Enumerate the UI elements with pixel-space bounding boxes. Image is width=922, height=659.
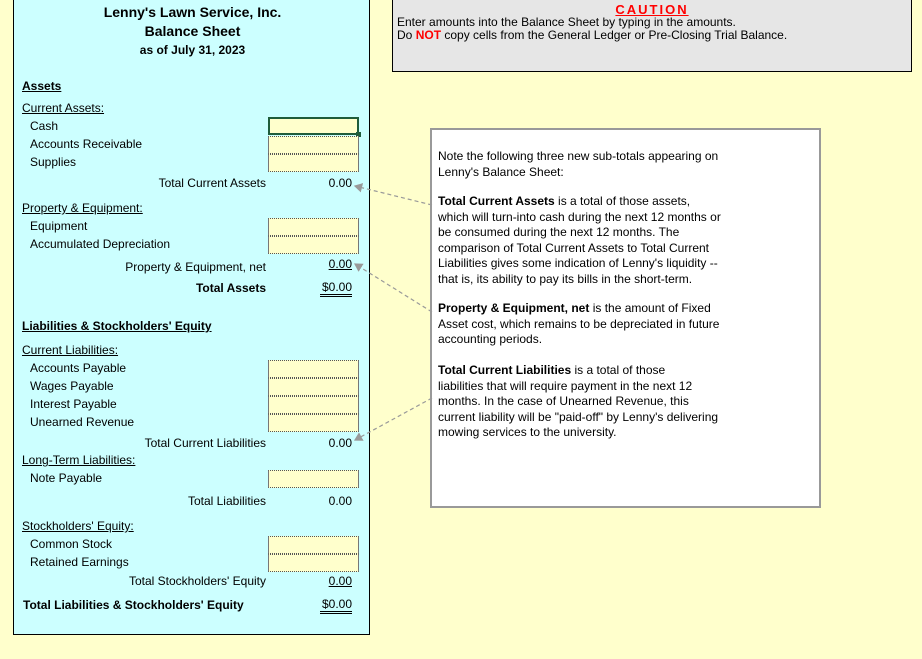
note-payable-label: Note Payable bbox=[30, 471, 103, 485]
wages-payable-label: Wages Payable bbox=[30, 379, 114, 393]
liabilities-equity-heading: Liabilities & Stockholders' Equity bbox=[22, 319, 212, 333]
ppe-heading: Property & Equipment: bbox=[22, 201, 143, 215]
caution-not: NOT bbox=[415, 28, 442, 42]
caution-line-1: Enter amounts into the Balance Sheet by typing in the amounts. bbox=[397, 15, 736, 29]
balance-sheet-panel bbox=[13, 0, 370, 635]
total-equity-label: Total Stockholders' Equity bbox=[128, 574, 266, 588]
interest-payable-label: Interest Payable bbox=[30, 397, 117, 411]
total-current-assets-label: Total Current Assets bbox=[158, 176, 266, 190]
accumulated-depreciation-label: Accumulated Depreciation bbox=[30, 237, 171, 251]
note-current-assets: Total Current Assets is a total of those assets, which will turn-into cash during the next 12 months or be consumed during the next 12 months. The comparison of Total Current Assets to Total Current Liabilities gives some indication of Lenny's liquidity -- that is, its ability to pay its bills in the short-term. bbox=[438, 194, 721, 286]
interest-payable-input[interactable] bbox=[268, 396, 359, 414]
total-liabilities-equity-label: Total Liabilities & Stockholders' Equity bbox=[23, 598, 244, 612]
total-liabilities-label: Total Liabilities bbox=[187, 494, 266, 508]
caution-box bbox=[392, 0, 912, 72]
note-box bbox=[430, 128, 821, 508]
current-liabilities-heading: Current Liabilities: bbox=[22, 343, 119, 357]
cash-label: Cash bbox=[30, 119, 59, 133]
cash-input[interactable] bbox=[268, 117, 359, 135]
ppe-net-value: 0.00 bbox=[328, 257, 352, 271]
retained-earnings-input[interactable] bbox=[268, 554, 359, 572]
statement-title: Balance Sheet bbox=[144, 23, 241, 39]
retained-earnings-label: Retained Earnings bbox=[30, 555, 129, 569]
wages-payable-input[interactable] bbox=[268, 378, 359, 396]
company-name: Lenny's Lawn Service, Inc. bbox=[103, 4, 282, 20]
accounts-payable-label: Accounts Payable bbox=[30, 361, 127, 375]
equipment-input[interactable] bbox=[268, 218, 359, 236]
accounts-receivable-input[interactable] bbox=[268, 136, 359, 154]
note-ppe-net: Property & Equipment, net is the amount of Fixed Asset cost, which remains to be depreciated in future accounting periods. bbox=[438, 301, 720, 346]
supplies-input[interactable] bbox=[268, 154, 359, 172]
statement-date: as of July 31, 2023 bbox=[139, 43, 246, 57]
ppe-net-label: Property & Equipment, net bbox=[125, 260, 266, 274]
common-stock-input[interactable] bbox=[268, 536, 359, 554]
note-current-liabilities: Total Current Liabilities is a total of those liabilities that will require payment in the next 12 months. In the case of Unearned Revenue, this current liability will be "paid-off" by Lenny's delivering mowing services to the university. bbox=[438, 363, 719, 439]
longterm-liabilities-heading: Long-Term Liabilities: bbox=[22, 453, 136, 467]
total-equity-value: 0.00 bbox=[328, 574, 352, 588]
accumulated-depreciation-input[interactable] bbox=[268, 236, 359, 254]
current-assets-heading: Current Assets: bbox=[22, 101, 105, 115]
total-assets-label: Total Assets bbox=[195, 281, 266, 295]
total-current-liabilities-label: Total Current Liabilities bbox=[144, 436, 266, 450]
assets-heading: Assets bbox=[22, 79, 62, 93]
equipment-label: Equipment bbox=[30, 219, 88, 233]
stockholders-equity-heading: Stockholders' Equity: bbox=[22, 519, 134, 533]
accounts-receivable-label: Accounts Receivable bbox=[30, 137, 143, 151]
total-liabilities-value: 0.00 bbox=[328, 494, 352, 508]
total-assets-value: $0.00 bbox=[320, 281, 352, 297]
unearned-revenue-input[interactable] bbox=[268, 414, 359, 432]
note-payable-input[interactable] bbox=[268, 470, 359, 488]
total-current-assets-value: 0.00 bbox=[328, 176, 352, 190]
supplies-label: Supplies bbox=[30, 155, 77, 169]
caution-title: CAUTION bbox=[615, 2, 689, 17]
note-intro: Note the following three new sub-totals appearing on Lenny's Balance Sheet: bbox=[438, 149, 719, 179]
caution-line-2: Do NOT copy cells from the General Ledger or Pre-Closing Trial Balance. bbox=[397, 28, 788, 42]
common-stock-label: Common Stock bbox=[30, 537, 113, 551]
total-liabilities-equity-value: $0.00 bbox=[320, 598, 352, 614]
accounts-payable-input[interactable] bbox=[268, 360, 359, 378]
unearned-revenue-label: Unearned Revenue bbox=[30, 415, 135, 429]
total-current-liabilities-value: 0.00 bbox=[328, 436, 352, 450]
